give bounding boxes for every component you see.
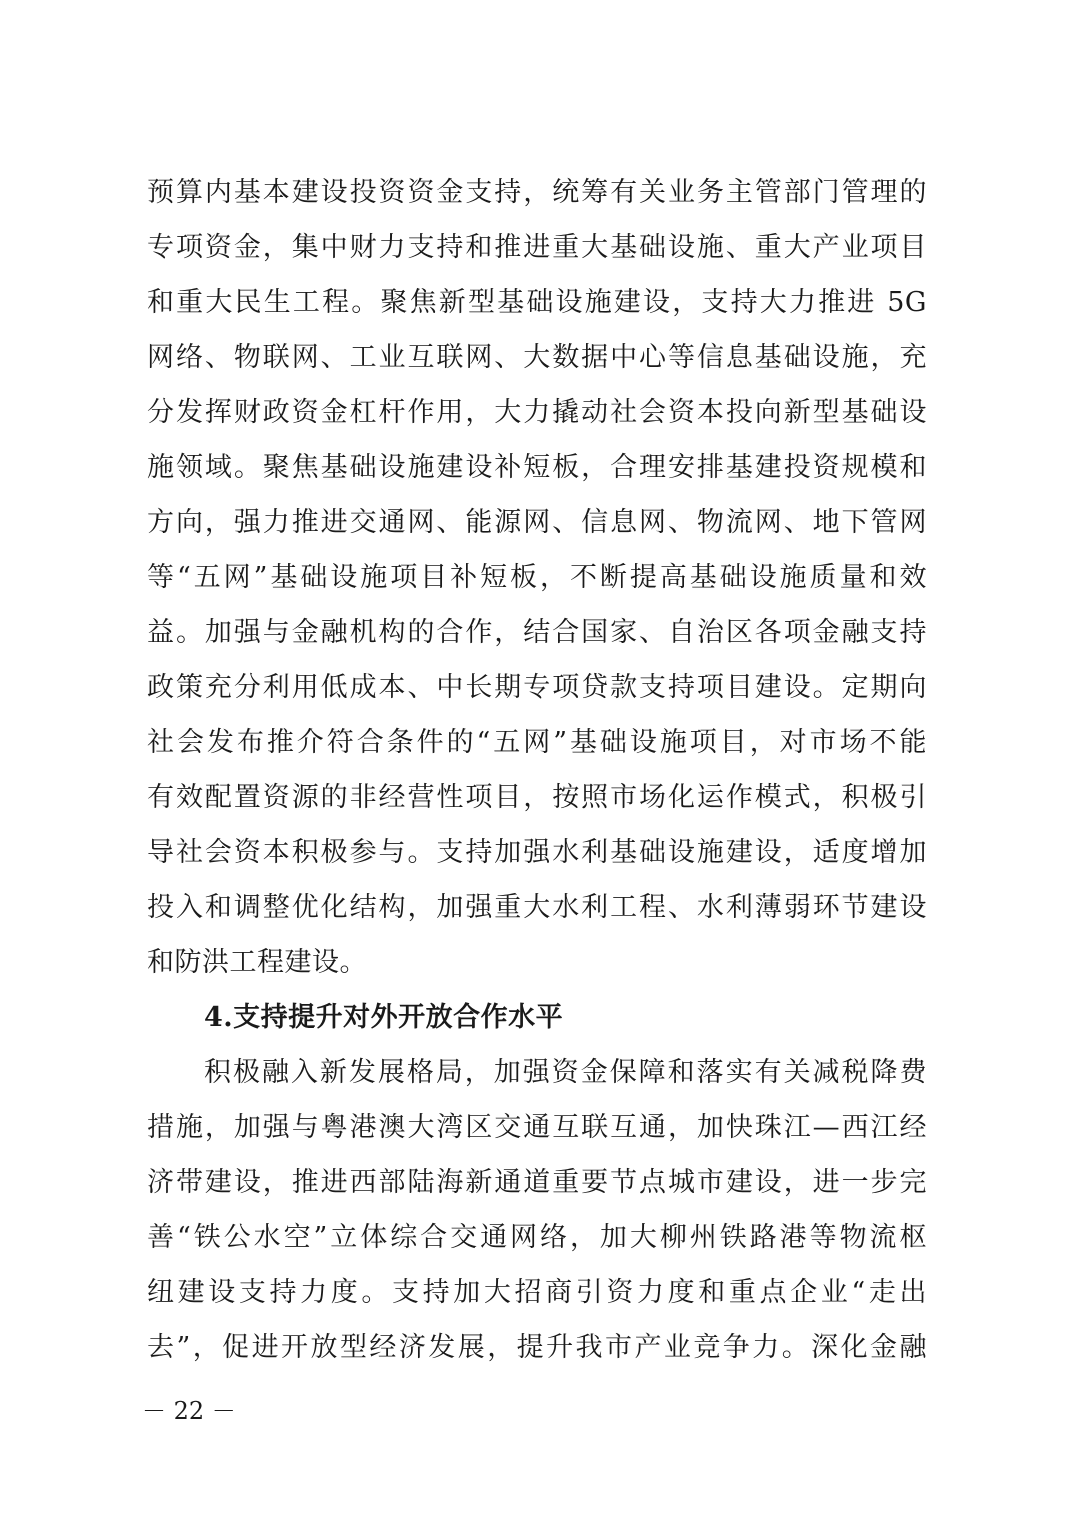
paragraph-line: 纽建设支持力度。支持加大招商引资力度和重点企业“走出 [147,1277,927,1308]
paragraph-line: 专项资金，集中财力支持和推进重大基础设施、重大产业项目 [147,232,927,263]
paragraph-line: 施领域。聚焦基础设施建设补短板，合理安排基建投资规模和 [147,452,927,483]
paragraph-line: 导社会资本积极参与。支持加强水利基础设施建设，适度增加 [147,837,927,868]
page-number: － 22 － [142,1397,236,1425]
paragraph-line: 措施，加强与粤港澳大湾区交通互联互通，加快珠江—西江经 [147,1112,927,1143]
paragraph-line: 分发挥财政资金杠杆作用，大力撬动社会资本投向新型基础设 [147,397,927,428]
paragraph-line: 和防洪工程建设。 [147,947,367,978]
paragraph-line: 善“铁公水空”立体综合交通网络，加大柳州铁路港等物流枢 [147,1222,927,1253]
paragraph-line: 预算内基本建设投资资金支持，统筹有关业务主管部门管理的 [147,177,927,208]
paragraph-line: 积极融入新发展格局，加强资金保障和落实有关减税降费 [204,1057,927,1088]
paragraph-line: 济带建设，推进西部陆海新通道重要节点城市建设，进一步完 [147,1167,927,1198]
paragraph-line: 等“五网”基础设施项目补短板，不断提高基础设施质量和效 [147,562,927,593]
paragraph-line: 有效配置资源的非经营性项目，按照市场化运作模式，积极引 [147,782,927,813]
paragraph-line: 去”，促进开放型经济发展，提升我市产业竞争力。深化金融 [147,1332,927,1363]
paragraph-line: 益。加强与金融机构的合作，结合国家、自治区各项金融支持 [147,617,927,648]
paragraph-line: 网络、物联网、工业互联网、大数据中心等信息基础设施，充 [147,342,927,373]
section-heading-block [147,990,927,1045]
paragraph-1 [147,165,927,990]
paragraph-line: 和重大民生工程。聚焦新型基础设施建设，支持大力推进 5G [147,287,927,318]
paragraph-line: 政策充分利用低成本、中长期专项贷款支持项目建设。定期向 [147,672,927,703]
paragraph-2 [147,1045,927,1375]
paragraph-line: 投入和调整优化结构，加强重大水利工程、水利薄弱环节建设 [147,892,927,923]
paragraph-line: 社会发布推介符合条件的“五网”基础设施项目，对市场不能 [147,727,927,758]
paragraph-line: 方向，强力推进交通网、能源网、信息网、物流网、地下管网 [147,507,927,538]
section-heading: 4.支持提升对外开放合作水平 [204,1002,564,1033]
